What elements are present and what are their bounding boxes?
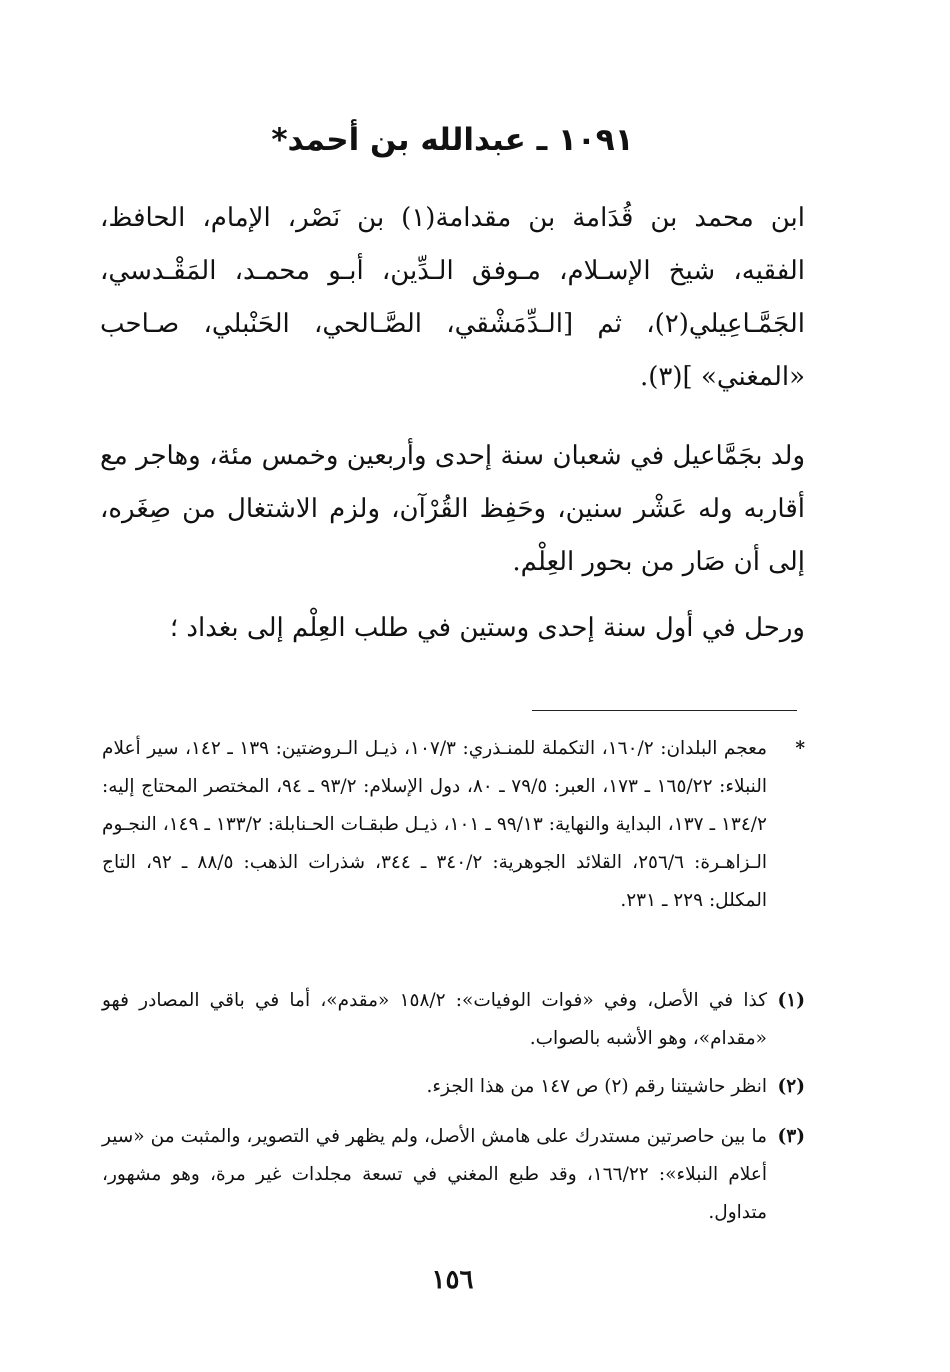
page-number: ١٥٦ <box>431 1265 474 1295</box>
footnote-mark: (٣) <box>777 1126 805 1147</box>
footnote-text: ما بين حاصرتين مستدرك على هامش الأصل، ولم يظهر في التصوير، والمثبت من «سير أعلام النبلاء»: ١٦٦/٢٢، وقد طبع المغني في تسعة مجلدات غير مرة، وهو مشهور، متداول. <box>102 1126 767 1223</box>
footnote-text: كذا في الأصل، وفي «فوات الوفيات»: ١٥٨/٢ «مقدم»، أما في باقي المصادر فهو «مقدام»، وهو الأشبه بالصواب. <box>102 990 768 1049</box>
footnote-2 <box>100 1068 805 1106</box>
footnote-divider <box>532 710 797 711</box>
footnote-sources <box>100 730 805 920</box>
entry-title: ١٠٩١ ـ عبدالله بن أحمد* <box>271 122 634 158</box>
footnote-1 <box>100 982 805 1058</box>
footnote-text: معجم البلدان: ١٦٠/٢، التكملة للمنـذري: ١٠٧/٣، ذيـل الـروضتين: ١٣٩ ـ ١٤٢، سير أعلام النبلاء: ١٦٥/٢٢ ـ ١٧٣، العبر: ٧٩/٥ ـ ٨٠، دول الإسلام: ٩٣/٢ ـ ٩٤، المختصر المحتاج إليه: ١٣٤/٢ ـ ١٣٧، البداية والنهاية: ٩٩/١٣ ـ ١٠١، ذيـل طبقـات الحـنابلة: ١٣٣/٢ ـ ١٤٩، النجـوم الـزاهـرة: ٢٥٦/٦، القلائد الجوهرية: ٣٤٠/٢ ـ ٣٤٤، شذرات الذهب: ٨٨/٥ ـ ٩٢، التاج المكلل: ٢٢٩ ـ ٢٣١. <box>102 738 768 911</box>
paragraph-travel: ورحل في أول سنة إحدى وستين في طلب العِلْم إلى بغداد ؛ <box>169 613 805 643</box>
paragraph-biography-lineage: ابن محمد بن قُدَامة بن مقدامة(١) بن نَصْر، الإمام، الحافظ، الفقيه، شيخ الإسـلام، مـوفق الـدِّين، أبـو محمـد، المَقْـدسي، الجَمَّـاعِيلي(٢)، ثم [الـدِّمَشْقي، الصَّـالحي، الحَنْبلي، صـاحب «المغني» ](٣). <box>100 203 805 392</box>
paragraph-birth: ولد بجَمَّاعيل في شعبان سنة إحدى وأربعين وخمس مئة، وهاجر مع أقاربه وله عَشْر سنين، وحَفِظ القُرْآن، ولزم الاشتغال من صِغَره، إلى أن صَار من بحور العِلْم. <box>100 441 805 577</box>
footnote-mark: (٢) <box>777 1076 805 1097</box>
footnote-mark: * <box>795 738 805 759</box>
footnote-3 <box>100 1118 805 1232</box>
footnote-text: انظر حاشيتنا رقم (٢) ص ١٤٧ من هذا الجزء. <box>426 1076 767 1097</box>
footnote-mark: (١) <box>777 990 805 1011</box>
